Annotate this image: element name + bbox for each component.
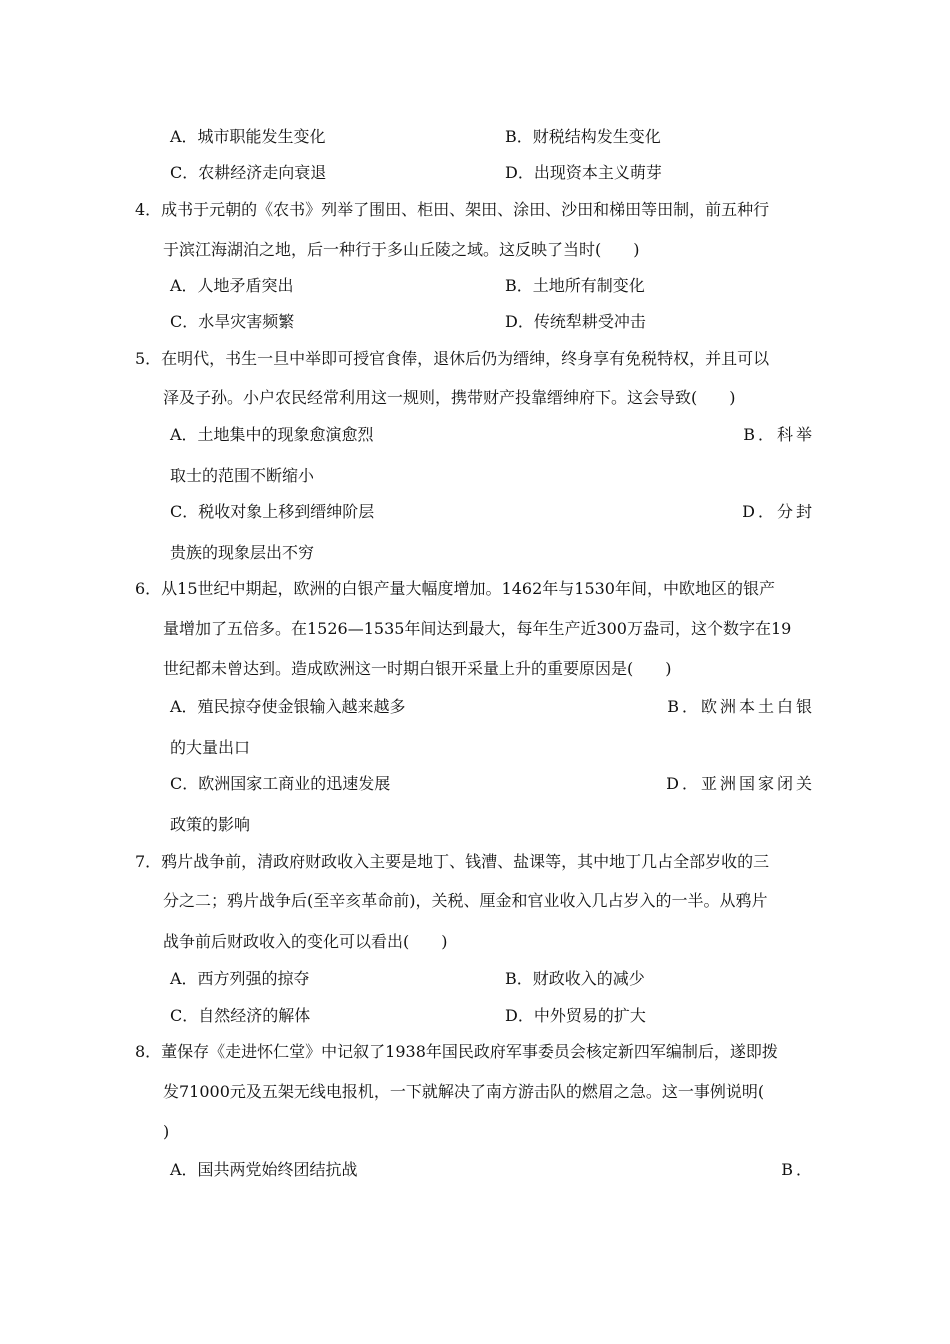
q4-option-b: B．土地所有制变化 bbox=[505, 276, 645, 295]
q7-stem-line-2: 分之二；鸦片战争后(至辛亥革命前)，关税、厘金和官业收入几占岁入的一半。从鸦片 bbox=[163, 891, 768, 910]
q3-option-c: C．农耕经济走向衰退 bbox=[170, 163, 327, 182]
q8-option-b-head: B． bbox=[781, 1160, 815, 1179]
q6-option-d-tail: 政策的影响 bbox=[170, 815, 251, 834]
q5-option-b-tail: 取士的范围不断缩小 bbox=[170, 466, 315, 485]
q6-stem-line-3: 世纪都未曾达到。造成欧洲这一时期白银开采量上升的重要原因是( ) bbox=[163, 659, 672, 678]
q7-stem-line-1: 7．鸦片战争前，清政府财政收入主要是地丁、钱漕、盐课等，其中地丁几占全部岁收的三 bbox=[135, 852, 770, 871]
q5-option-b-head: B．科举 bbox=[743, 425, 815, 444]
q8-stem-line-1: 8．董保存《走进怀仁堂》中记叙了1938年国民政府军事委员会核定新四军编制后，遂即拨 bbox=[135, 1042, 778, 1061]
q8-stem-line-2: 发71000元及五架无线电报机，一下就解决了南方游击队的燃眉之急。这一事例说明( bbox=[163, 1082, 765, 1101]
q6-stem-line-1: 6．从15世纪中期起，欧洲的白银产量大幅度增加。1462年与1530年间，中欧地区的银产 bbox=[135, 579, 775, 598]
q3-option-b: B．财税结构发生变化 bbox=[505, 127, 661, 146]
q7-stem-line-3: 战争前后财政收入的变化可以看出( ) bbox=[163, 932, 448, 951]
q6-option-b-tail: 的大量出口 bbox=[170, 738, 251, 757]
q6-stem-line-2: 量增加了五倍多。在1526—1535年间达到最大，每年生产近300万盎司，这个数字在19 bbox=[163, 619, 792, 638]
q4-option-d: D．传统犁耕受冲击 bbox=[505, 312, 646, 331]
q7-option-b: B．财政收入的减少 bbox=[505, 969, 645, 988]
q6-option-b-head: B．欧洲本土白银 bbox=[667, 697, 815, 716]
q4-option-c: C．水旱灾害频繁 bbox=[170, 312, 295, 331]
q6-option-a: A．殖民掠夺使金银输入越来越多 bbox=[170, 697, 406, 716]
q7-option-a: A．西方列强的掠夺 bbox=[170, 969, 310, 988]
q5-stem-line-1: 5．在明代，书生一旦中举即可授官食俸，退休后仍为缙绅，终身享有免税特权，并且可以 bbox=[135, 349, 770, 368]
q5-option-c: C．税收对象上移到缙绅阶层 bbox=[170, 502, 375, 521]
q6-option-c: C．欧洲国家工商业的迅速发展 bbox=[170, 774, 391, 793]
q8-option-a: A．国共两党始终团结抗战 bbox=[170, 1160, 358, 1179]
q4-option-a: A．人地矛盾突出 bbox=[170, 276, 294, 295]
q5-option-d-tail: 贵族的现象层出不穷 bbox=[170, 543, 315, 562]
q4-stem-line-1: 4．成书于元朝的《农书》列举了围田、柜田、架田、涂田、沙田和梯田等田制，前五种行 bbox=[135, 200, 770, 219]
q5-option-d-head: D．分封 bbox=[742, 502, 815, 521]
q7-option-d: D．中外贸易的扩大 bbox=[505, 1006, 646, 1025]
q6-option-d-head: D．亚洲国家闭关 bbox=[666, 774, 815, 793]
q5-option-a: A．土地集中的现象愈演愈烈 bbox=[170, 425, 374, 444]
q8-stem-line-3: ) bbox=[163, 1122, 170, 1141]
q7-option-c: C．自然经济的解体 bbox=[170, 1006, 311, 1025]
q3-option-d: D．出现资本主义萌芽 bbox=[505, 163, 662, 182]
q4-stem-line-2: 于滨江海湖泊之地，后一种行于多山丘陵之域。这反映了当时( ) bbox=[163, 240, 640, 259]
q3-option-a: A．城市职能发生变化 bbox=[170, 127, 326, 146]
q5-stem-line-2: 泽及子孙。小户农民经常利用这一规则，携带财产投靠缙绅府下。这会导致( ) bbox=[163, 388, 736, 407]
